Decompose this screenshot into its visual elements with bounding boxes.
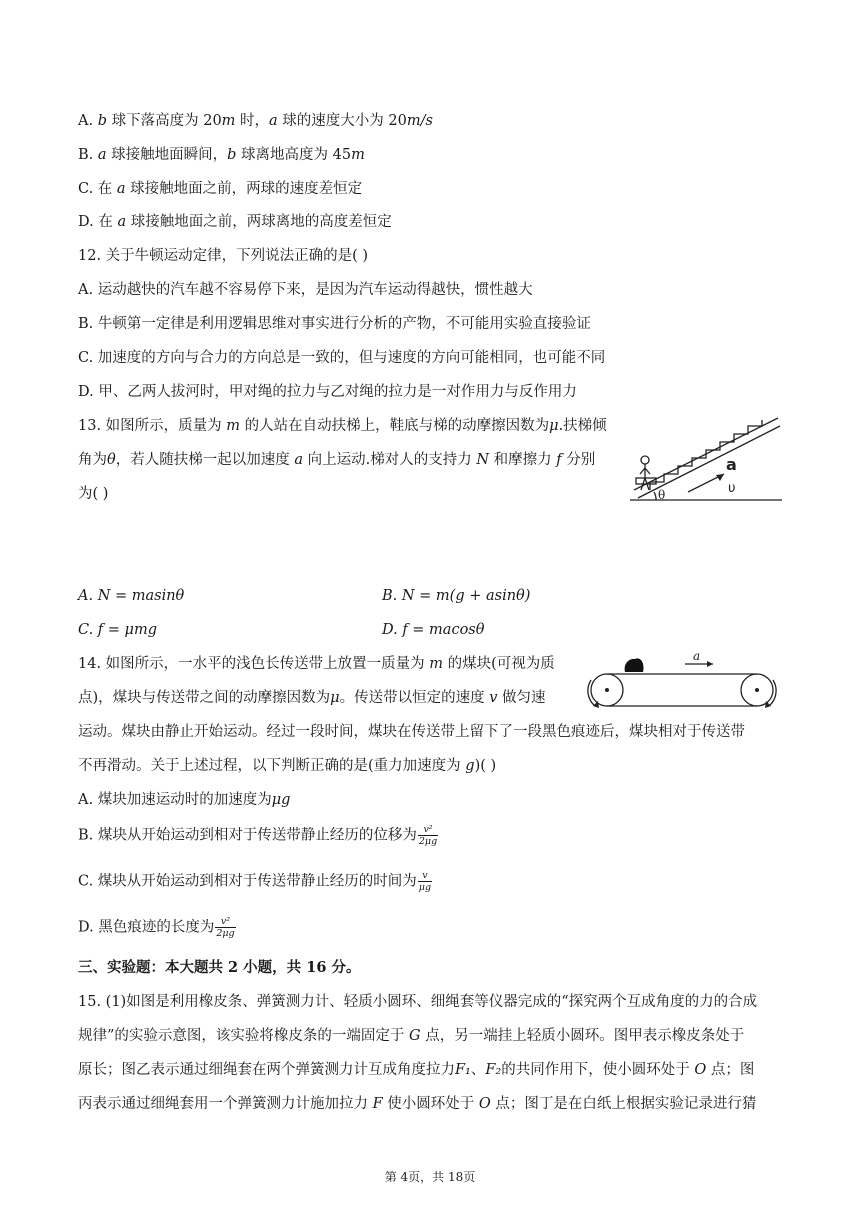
q12-option-b: B. 牛顿第一定律是利用逻辑思维对事实进行分析的产物，不可能用实验直接验证	[78, 316, 591, 332]
q13-stem-line2: 角为θ，若人随扶梯一起以加速度 a 向上运动.梯对人的支持力 N 和摩擦力 f 分别	[78, 452, 596, 468]
q12-option-a: A. 运动越快的汽车越不容易停下来，是因为汽车运动得越快，惯性越大	[78, 282, 533, 298]
q15-line2: 规律”的实验示意图，该实验将橡皮条的一端固定于 G 点，另一端挂上轻质小圆环。图甲表示橡皮条处于	[78, 1028, 745, 1044]
q11-option-d: D. 在 a 球接触地面之前，两球离地的高度差恒定	[78, 214, 392, 230]
q15-line4: 丙表示通过细绳套用一个弹簧测力计施加拉力 F 使小圆环处于 O 点；图丁是在白纸上根据实验记录进行猜	[78, 1096, 757, 1112]
q11-option-b: B. a 球接触地面瞬间，b 球离地高度为 45m	[78, 147, 365, 163]
q13-stem-line3: 为( )	[78, 486, 109, 502]
q14-stem-line1: 14. 如图所示，一水平的浅色长传送带上放置一质量为 m 的煤块(可视为质	[78, 656, 555, 672]
q14-option-b: B. 煤块从开始运动到相对于传送带静止经历的位移为 $\frac{\text{v²}}{2\mu g}$	[78, 824, 438, 847]
angle-label: θ	[658, 488, 666, 502]
q14-option-d: D. 黑色痕迹的长度为 $\frac{\text{v²}}{2\mu g}$	[78, 916, 235, 939]
q14-stem-line3: 运动。煤块由静止开始运动。经过一段时间，煤块在传送带上留下了一段黑色痕迹后，煤块相对于传送带	[78, 724, 745, 740]
q14-option-c: C. 煤块从开始运动到相对于传送带静止经历的时间为 $\frac{v}{\mu g}$	[78, 870, 432, 893]
fraction: $\frac{\text{v²}}{2\mu g}$	[418, 824, 438, 847]
q15-line1: 15. (1)如图是利用橡皮条、弹簧测力计、轻质小圆环、细绳套等仪器完成的“探究两个互成角度的力的合成	[78, 994, 758, 1010]
conveyor-figure	[585, 650, 785, 714]
q11-option-c: C. 在 a 球接触地面之前，两球的速度差恒定	[78, 181, 363, 197]
q12-option-c: C. 加速度的方向与合力的方向总是一致的，但与速度的方向可能相同，也可能不同	[78, 350, 606, 366]
fraction: $\frac{v}{\mu g}$	[418, 870, 432, 893]
q14-stem-line4: 不再滑动。关于上述过程，以下判断正确的是(重力加速度为 g)( )	[78, 758, 497, 774]
q14-option-a: A. 煤块加速运动时的加速度为μg	[78, 792, 291, 808]
q11-option-a: A. b 球下落高度为 20m 时，a 球的速度大小为 20m/s	[78, 113, 433, 129]
q13-option-b: B. N = m(g + asinθ)	[382, 588, 531, 604]
q13-stem-line1: 13. 如图所示，质量为 m 的人站在自动扶梯上，鞋底与梯的动摩擦因数为μ.扶梯倾	[78, 418, 607, 434]
escalator-figure	[628, 412, 784, 508]
acceleration-label: a	[726, 455, 737, 474]
q13-option-c: C. f = μmg	[78, 622, 157, 638]
q12-stem: 12. 关于牛顿运动定律，下列说法正确的是( )	[78, 248, 369, 264]
page-footer: 第 4页，共 18页	[384, 1170, 476, 1184]
q13-option-d: D. f = macosθ	[382, 622, 485, 638]
section-heading: 三、实验题：本大题共 2 小题，共 16 分。	[78, 959, 361, 976]
q13-option-a: A. N = masinθ	[78, 588, 185, 604]
fraction: $\frac{\text{v²}}{2\mu g}$	[216, 916, 235, 939]
q14-stem-line2: 点)，煤块与传送带之间的动摩擦因数为μ。传送带以恒定的速度 v 做匀速	[78, 690, 546, 706]
q15-line3: 原长；图乙表示通过细绳套在两个弹簧测力计互成角度拉力F₁、F₂的共同作用下，使小圆环处于 O 点；图	[78, 1062, 755, 1078]
belt-acceleration-label: a	[693, 650, 701, 663]
velocity-label: υ	[728, 481, 736, 496]
q12-option-d: D. 甲、乙两人拔河时，甲对绳的拉力与乙对绳的拉力是一对作用力与反作用力	[78, 384, 577, 400]
